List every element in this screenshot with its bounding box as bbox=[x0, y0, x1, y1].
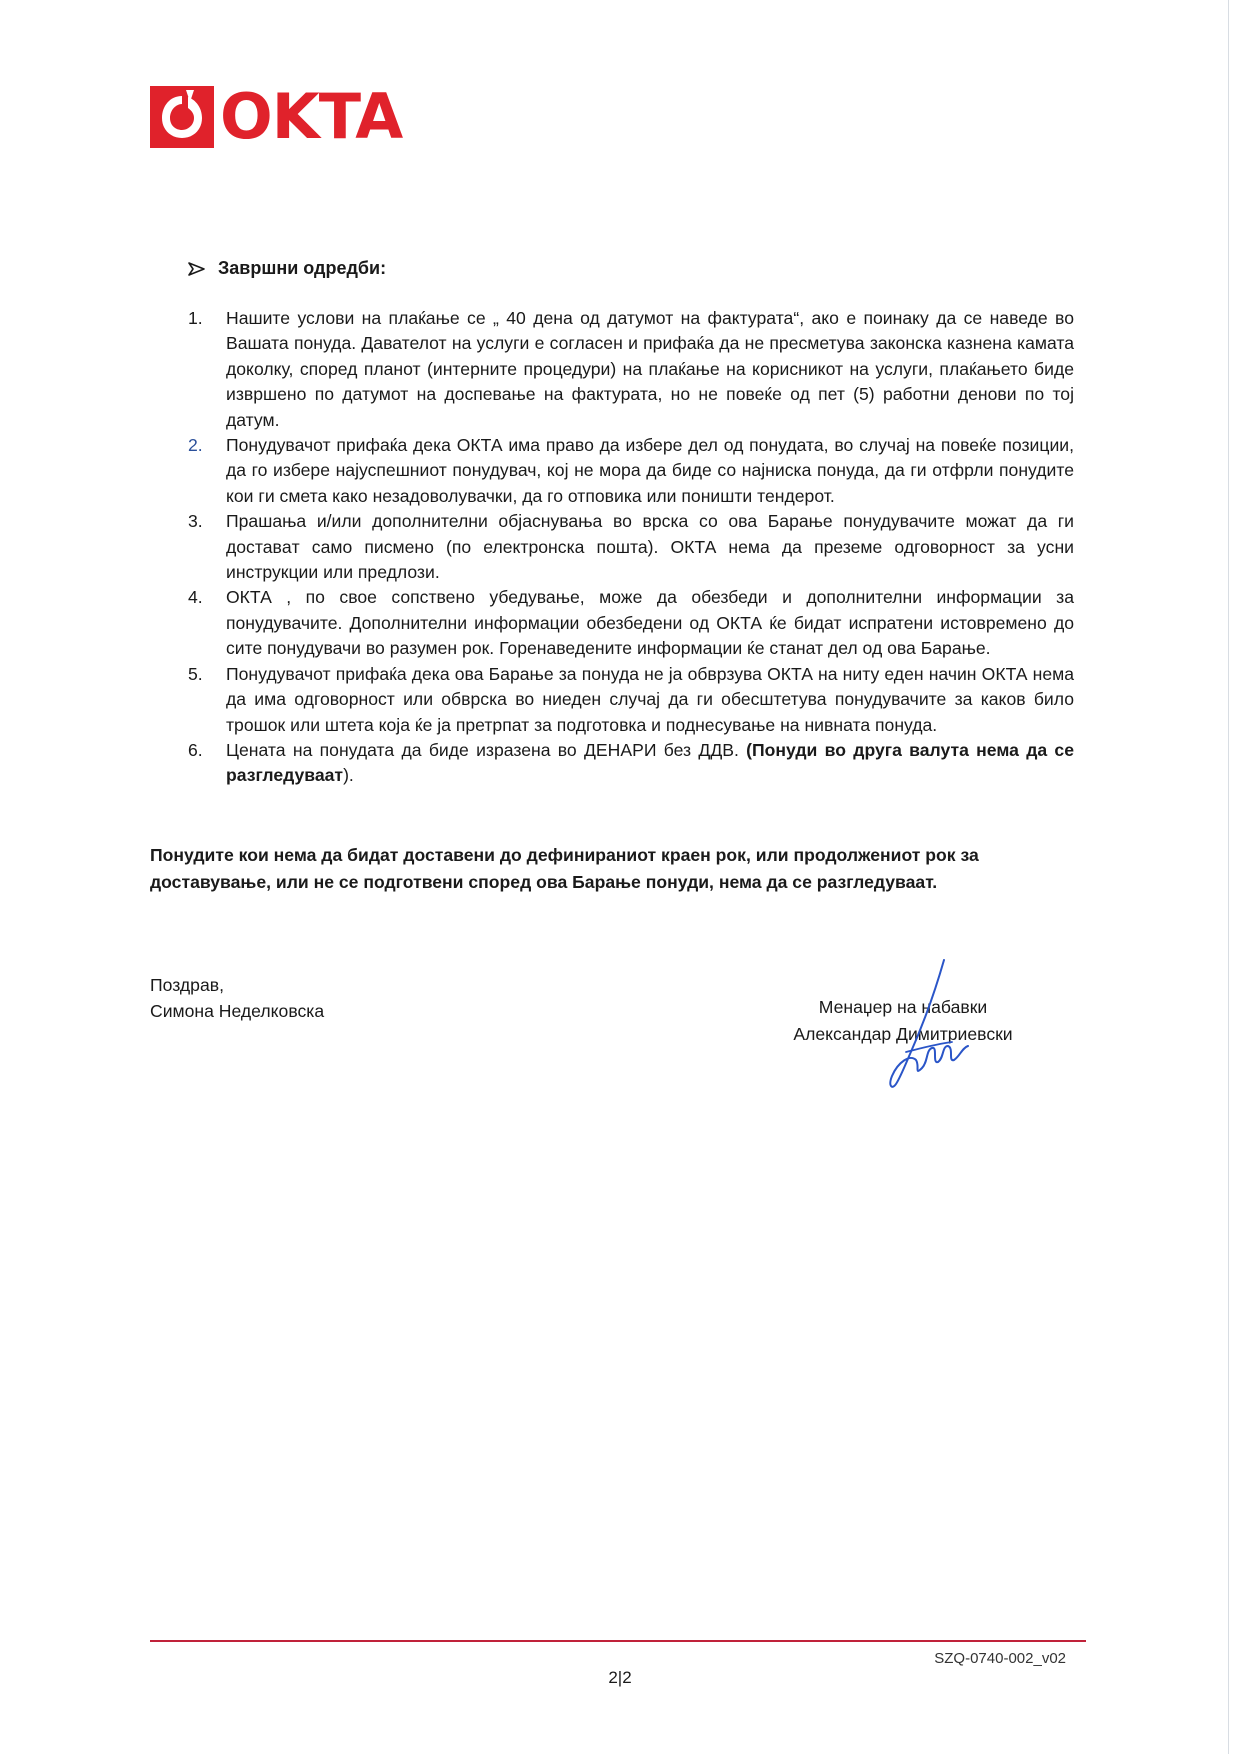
list-item-number: 3. bbox=[188, 511, 203, 532]
page-edge-line bbox=[1228, 0, 1229, 1754]
list-item-text-bold: (Понуди во друга валута нема да се разгледуваат bbox=[226, 739, 1075, 786]
list-item-text: Понудувачот прифаќа дека ова Барање за понуда не ја обврзува ОКТА на ниту еден начин ОКТА нема да има одговорност или обврска во ниеден случај да ги обесштетува понудувачите за каков било трошок или штета која ќе ја претрпат за подготовка и поднесување на нивната понуда. bbox=[226, 663, 1074, 735]
page-number: 2|2 bbox=[608, 1668, 632, 1687]
list-item-number: 2. bbox=[188, 435, 203, 456]
footer-divider bbox=[150, 1640, 1086, 1642]
list-item bbox=[188, 738, 1074, 789]
list-item-text: Понудувачот прифаќа дека ОКТА има право да избере дел од понудата, во случај на повеќе позиции, да го избере најуспешниот понудувач, кој не мора да биде со најниска понуда, да ги отфрли понудите кои ги смета како незадоволувачки, да го отповика или поништи тендерот. bbox=[226, 435, 1074, 506]
list-item-number: 4. bbox=[188, 587, 203, 608]
manager-name: Александар Димитриевски bbox=[793, 1024, 1013, 1044]
section-heading-text: Завршни одредби: bbox=[218, 258, 387, 278]
list-item-text: Нашите услови на плаќање се „ 40 дена од датумот на фактурата“, ако е поинаку да се наведе во Вашата понуда. Давателот на услуги е согласен и прифаќа да не пресметува законска казнена камата доколку, според планот (интерните процедури) на плаќање на корисникот на услуги, плаќањето биде извршено по датумот на доспевање на фактурата, но не повеќе од пет (5) работни денови по тој датум. bbox=[226, 308, 1074, 430]
list-item-text-plain: Цената на понудата да биде изразена во ДЕНАРИ без ДДВ. bbox=[226, 739, 747, 760]
document-code: SZQ-0740-002_v02 bbox=[934, 1650, 1066, 1667]
arrow-bullet-icon bbox=[188, 262, 218, 276]
manager-title: Менаџер на набавки bbox=[818, 997, 988, 1017]
list-item bbox=[188, 662, 1074, 738]
list-item bbox=[188, 509, 1074, 585]
handwritten-signature bbox=[866, 958, 976, 1103]
list-item-number: 1. bbox=[188, 308, 203, 328]
list-item-text bbox=[226, 738, 1074, 789]
list-item-text-tail: ). bbox=[343, 765, 354, 786]
list-item-text: ОКТА , по свое сопствено убедување, може да обезбеди и дополнителни информации за понудувачите. Дополнителни информации обезбедени од ОКТА ќе бидат испратени истовремено до сите понудувачи во разумен рок. Горенаведените информации ќе станат дел од ова Барање. bbox=[226, 587, 1074, 659]
list-item bbox=[188, 585, 1074, 661]
section-heading bbox=[188, 258, 386, 279]
rejection-notice: Понудите кои нема да бидат доставени до дефинираниот краен рок, или продолжениот рок за доставување, или не се подготвени според ова Барање понуди, нема да се разгледуваат. bbox=[150, 845, 979, 892]
list-item bbox=[188, 306, 1074, 433]
okta-drop-logo-icon bbox=[150, 86, 214, 148]
provisions-list bbox=[188, 306, 1074, 789]
okta-logo bbox=[150, 80, 403, 153]
okta-wordmark: OKTA bbox=[220, 80, 403, 153]
list-item-text: Прашања и/или дополнителни објаснувања во врска со ова Барање понудувачите можат да ги доставaт само писмено (по електронска пошта). ОКТА нема да преземе одговорност за усни инструкции или предлози. bbox=[226, 511, 1074, 583]
closing-greeting: Поздрав, bbox=[150, 975, 224, 995]
list-item bbox=[188, 433, 1074, 509]
closing-block bbox=[150, 972, 324, 1024]
sender-name: Симона Неделковска bbox=[150, 1001, 325, 1021]
list-item-number: 6. bbox=[188, 739, 203, 760]
list-item-number: 5. bbox=[188, 663, 203, 684]
